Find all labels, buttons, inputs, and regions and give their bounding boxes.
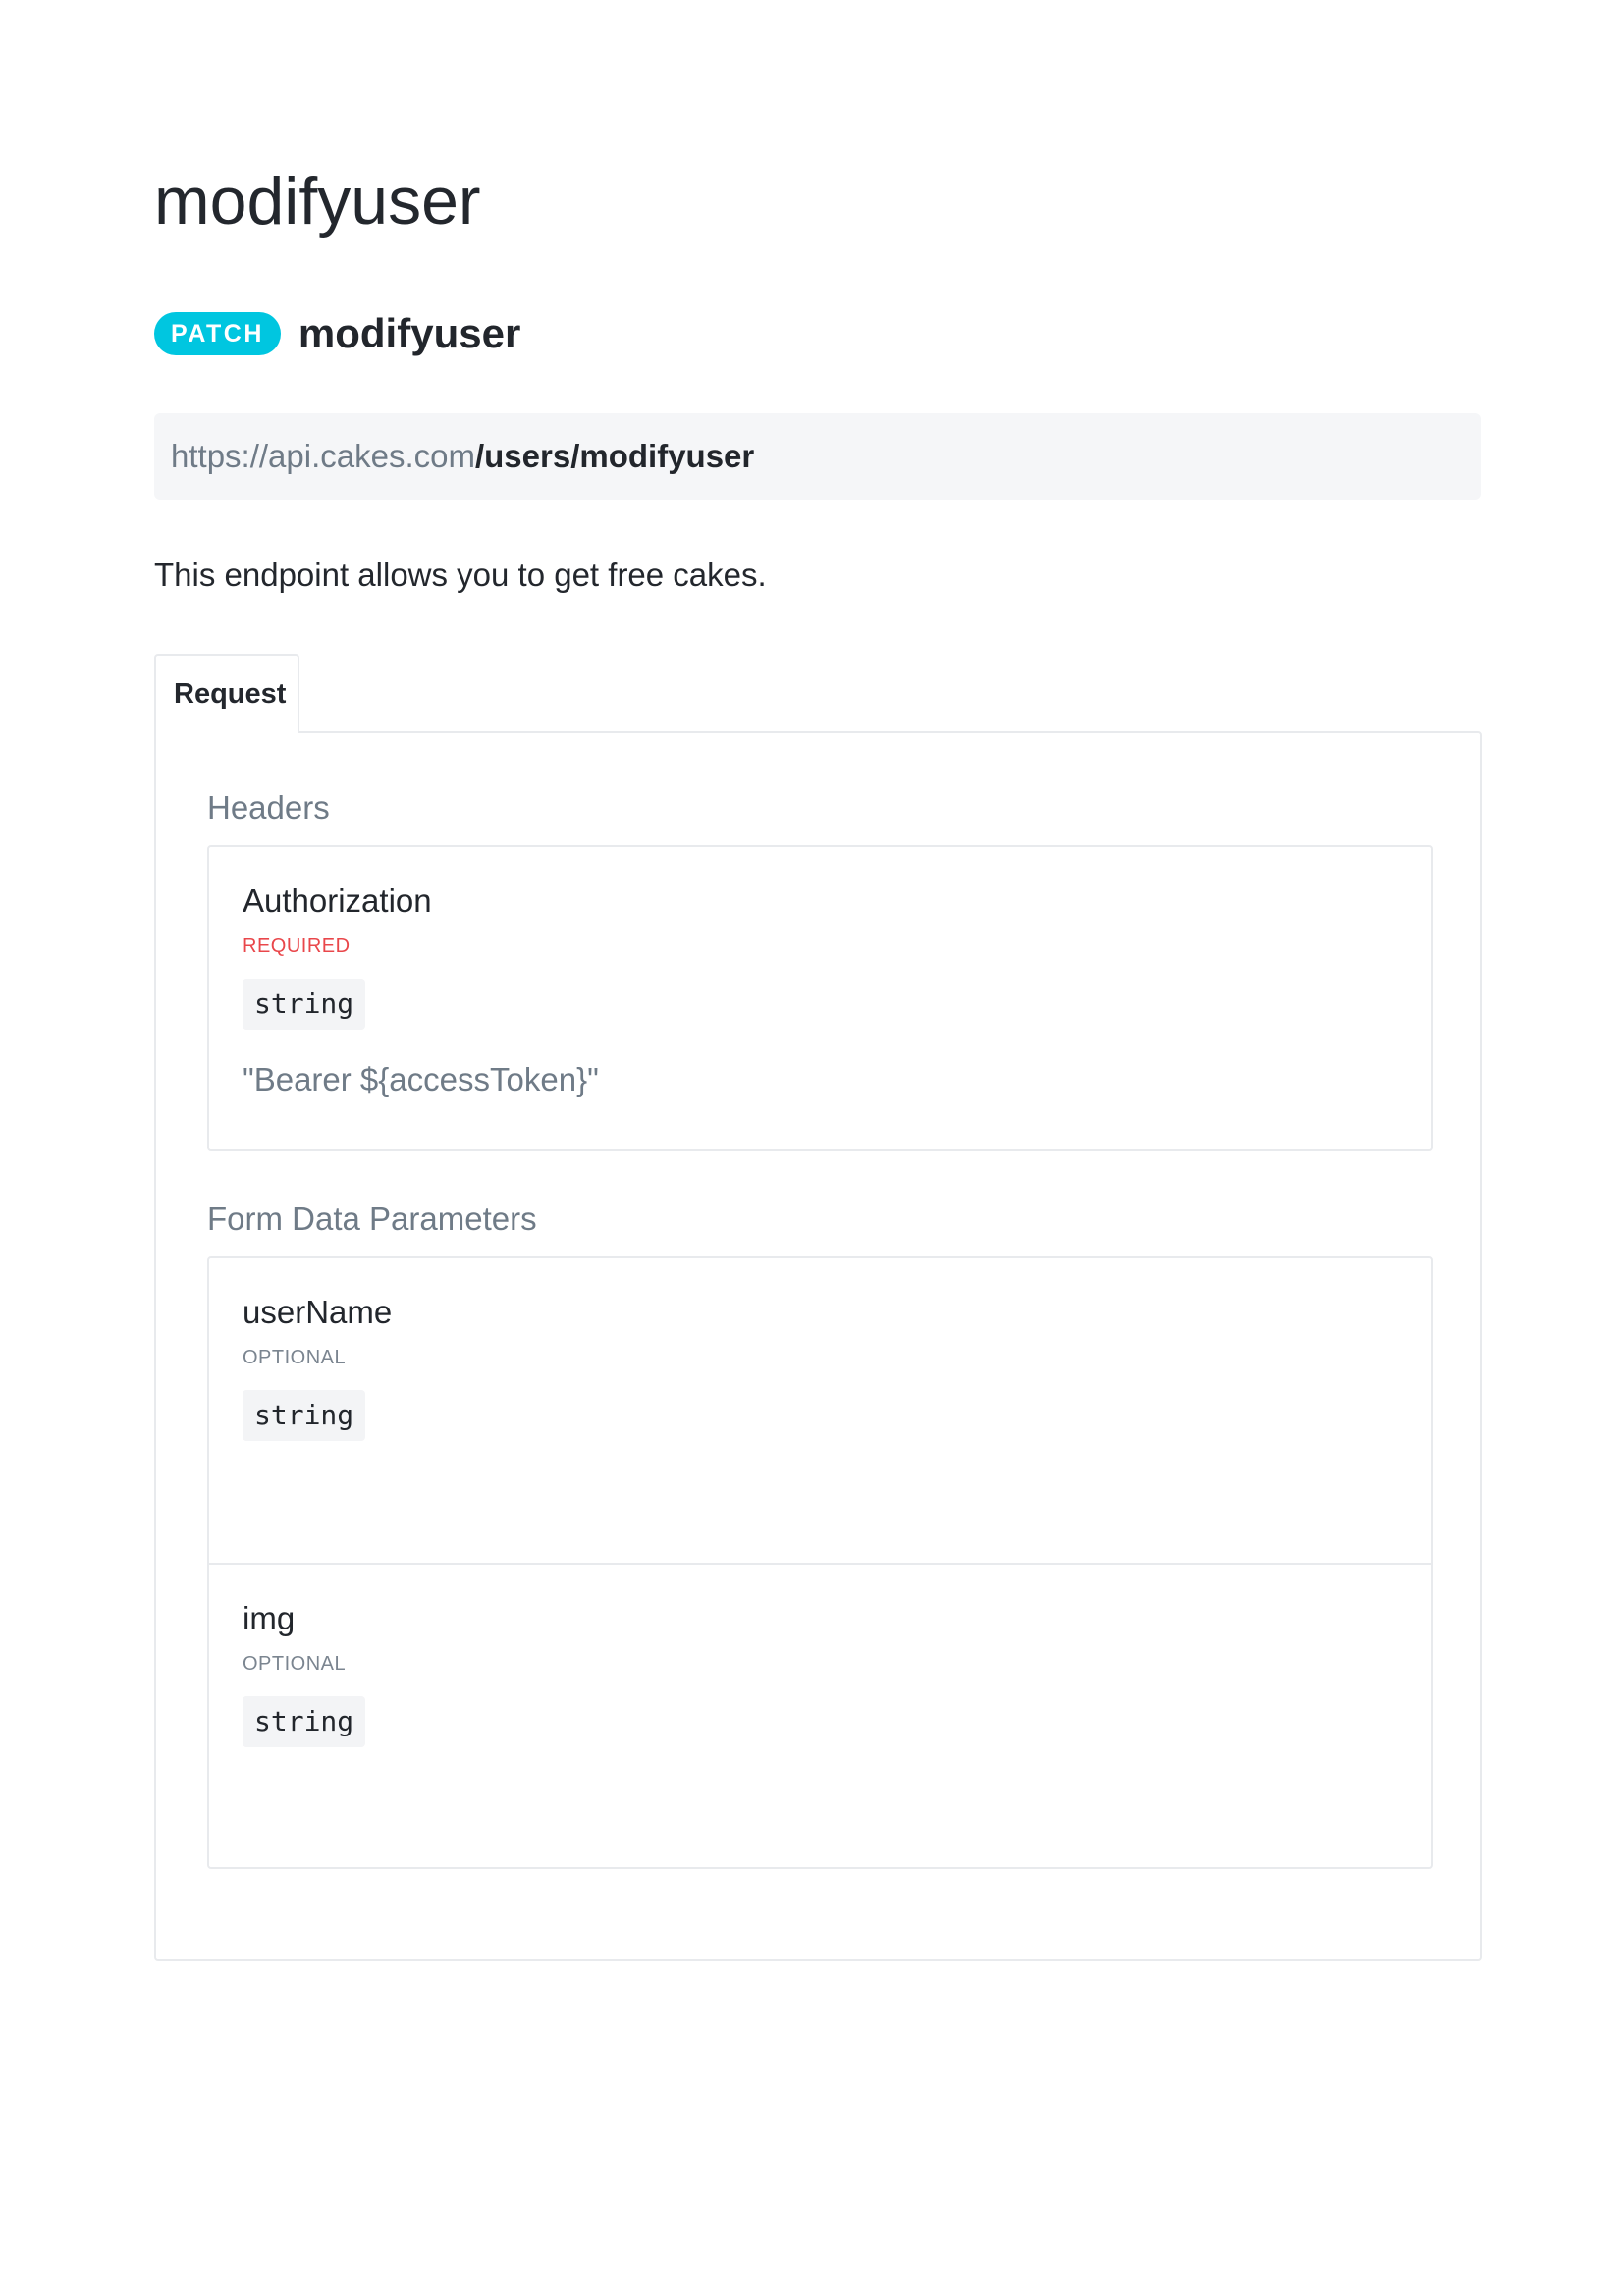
- optional-badge: OPTIONAL: [243, 1653, 347, 1675]
- endpoint-name: modifyuser: [298, 310, 521, 356]
- param-name: userName: [243, 1294, 393, 1330]
- param-name: Authorization: [243, 882, 432, 919]
- required-badge: REQUIRED: [243, 935, 351, 957]
- param-item: [209, 1563, 1431, 1867]
- param-name: img: [243, 1600, 296, 1636]
- param-item: [209, 1258, 1431, 1563]
- param-type: string: [243, 1390, 365, 1441]
- param-type: string: [243, 979, 365, 1030]
- url-path: /users/modifyuser: [474, 438, 755, 474]
- param-item: [209, 847, 1431, 1149]
- method-badge: PATCH: [154, 312, 281, 355]
- endpoint-url: [154, 413, 1481, 500]
- optional-badge: OPTIONAL: [243, 1347, 347, 1368]
- headers-list: [207, 845, 1433, 1151]
- headers-section-title: Headers: [207, 789, 330, 826]
- page-title: modifyuser: [154, 164, 481, 239]
- param-example-value: "Bearer ${accessToken}": [243, 1061, 599, 1097]
- form-data-section-title: Form Data Parameters: [207, 1201, 537, 1237]
- form-data-list: [207, 1256, 1433, 1869]
- endpoint-description: This endpoint allows you to get free cakes.: [154, 557, 767, 593]
- tab-request[interactable]: Request: [154, 654, 299, 733]
- endpoint-header: [154, 307, 520, 360]
- param-type: string: [243, 1696, 365, 1747]
- request-panel: [154, 731, 1482, 1961]
- url-base: https://api.cakes.com: [171, 438, 475, 474]
